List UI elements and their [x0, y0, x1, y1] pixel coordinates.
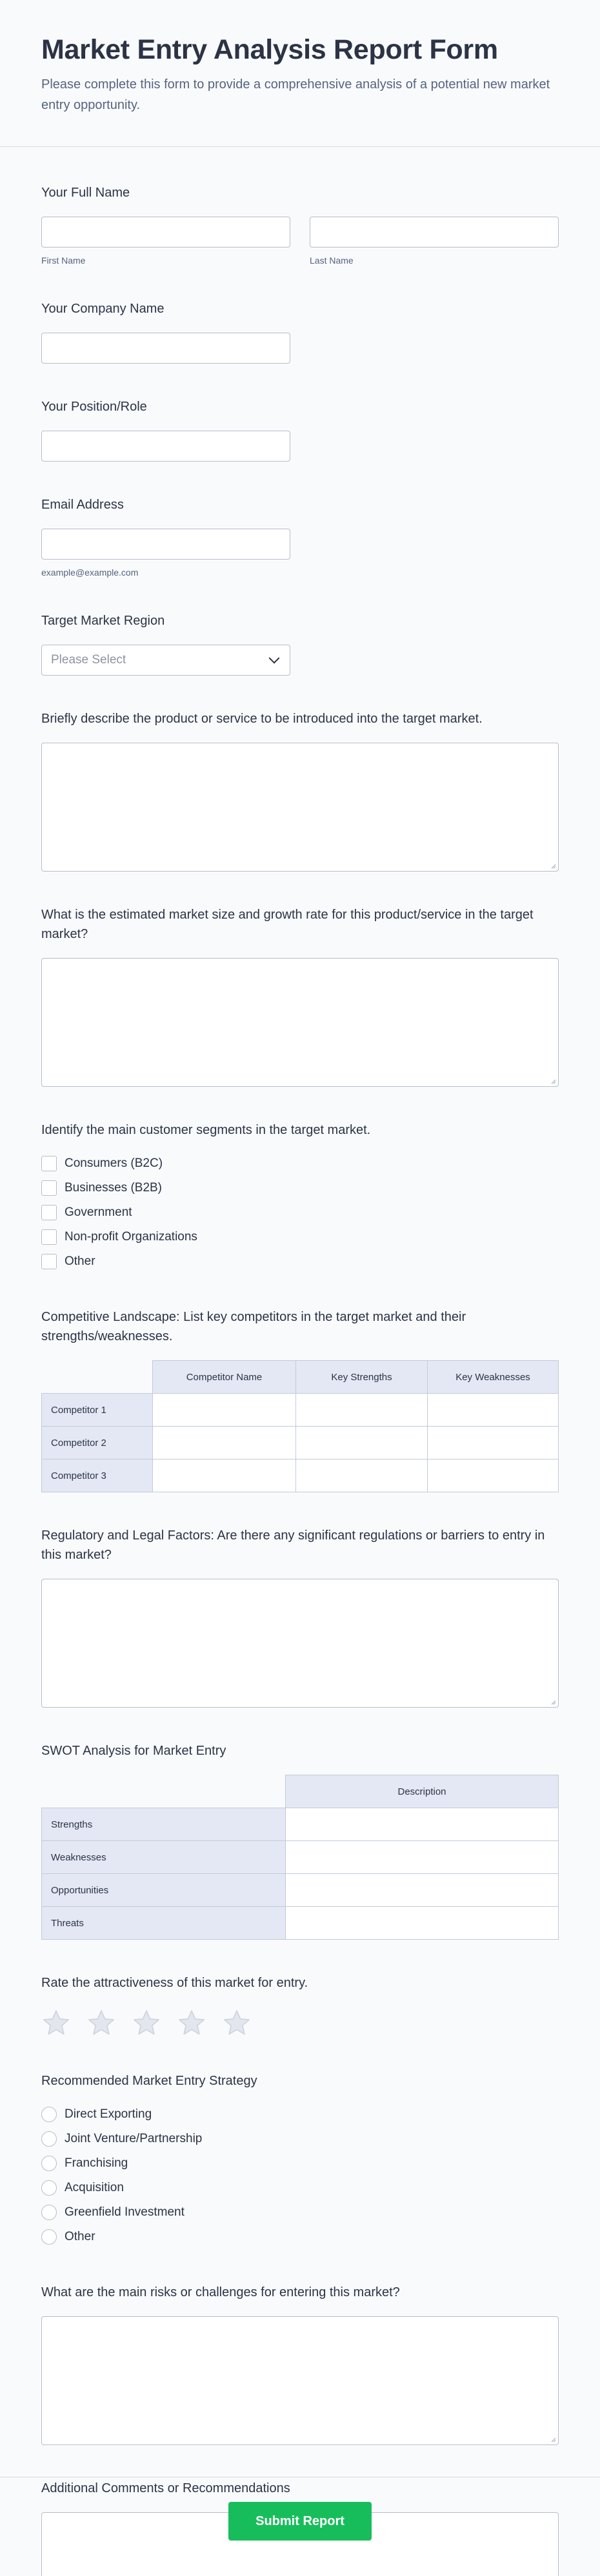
strategy-option[interactable]: [41, 2176, 559, 2200]
risks-question: [41, 2283, 559, 2445]
matrix-row-header: Competitor 2: [42, 1427, 153, 1459]
strategy-question: [41, 2071, 559, 2249]
matrix-cell-input[interactable]: [428, 1459, 559, 1492]
resize-grip-icon[interactable]: [550, 863, 556, 869]
resize-grip-icon[interactable]: [550, 1078, 556, 1084]
region-question: [41, 611, 559, 676]
form-footer: [0, 2477, 600, 2576]
star-icon[interactable]: [177, 2008, 206, 2038]
swot-question: [41, 1741, 559, 1940]
rating-label: Rate the attractiveness of this market for entry.: [41, 1976, 308, 1991]
matrix-row-header: Competitor 3: [42, 1459, 153, 1492]
checkbox[interactable]: [41, 1180, 57, 1196]
checkbox[interactable]: [41, 1254, 57, 1269]
market-size-label: What is the estimated market size and growth rate for this product/service in the target market?: [41, 908, 534, 942]
first-name-input[interactable]: [41, 217, 290, 248]
strategy-label: Recommended Market Entry Strategy: [41, 2074, 257, 2089]
matrix-cell-input[interactable]: [286, 1907, 559, 1940]
matrix-cell-input[interactable]: [153, 1459, 296, 1492]
strategy-option[interactable]: [41, 2151, 559, 2176]
star-icon[interactable]: [132, 2008, 161, 2038]
email-sublabel: example@example.com: [41, 567, 139, 578]
radio-button[interactable]: [41, 2156, 57, 2171]
risks-label: What are the main risks or challenges for entering this market?: [41, 2285, 400, 2300]
resize-grip-icon[interactable]: [550, 1699, 556, 1705]
regulatory-question: [41, 1526, 559, 1708]
strategy-option[interactable]: [41, 2127, 559, 2151]
email-question: [41, 495, 559, 578]
region-label: Target Market Region: [41, 614, 165, 629]
company-label: Your Company Name: [41, 302, 165, 317]
segment-option[interactable]: [41, 1249, 559, 1274]
matrix-column-header: Key Weaknesses: [428, 1361, 559, 1394]
table-row: [42, 1874, 559, 1907]
table-row: [42, 1907, 559, 1940]
radio-button[interactable]: [41, 2131, 57, 2147]
matrix-cell-input[interactable]: [153, 1427, 296, 1459]
matrix-cell-input[interactable]: [428, 1427, 559, 1459]
market-size-textarea[interactable]: [41, 958, 559, 1087]
company-question: [41, 299, 559, 364]
form-header: [0, 0, 600, 147]
resize-grip-icon[interactable]: [550, 2436, 556, 2443]
strategy-option-label: Direct Exporting: [65, 2107, 152, 2122]
region-select-placeholder: Please Select: [51, 653, 126, 667]
table-row: [42, 1394, 559, 1427]
matrix-cell-input[interactable]: [286, 1808, 559, 1841]
matrix-column-header: Competitor Name: [153, 1361, 296, 1394]
star-icon[interactable]: [41, 2008, 71, 2038]
form-description: Please complete this form to provide a comprehensive analysis of a potential new market entry opportunity.: [41, 77, 550, 113]
product-label: Briefly describe the product or service to be introduced into the target market.: [41, 712, 483, 727]
table-row: [42, 1427, 559, 1459]
matrix-row-header: Competitor 1: [42, 1394, 153, 1427]
table-row: [42, 1808, 559, 1841]
matrix-cell-input[interactable]: [153, 1394, 296, 1427]
radio-button[interactable]: [41, 2107, 57, 2122]
position-question: [41, 397, 559, 462]
table-row: [42, 1841, 559, 1874]
first-name-sublabel: First Name: [41, 255, 86, 266]
full-name-question: [41, 183, 559, 266]
strategy-option-label: Franchising: [65, 2156, 128, 2171]
segment-option[interactable]: [41, 1200, 559, 1225]
strategy-options: [41, 2102, 559, 2249]
competitive-question: [41, 1307, 559, 1492]
segment-option-label: Non-profit Organizations: [65, 1230, 197, 1244]
matrix-column-header: Description: [286, 1775, 559, 1808]
segments-question: [41, 1120, 559, 1274]
strategy-option-label: Greenfield Investment: [65, 2205, 185, 2220]
page-title: Market Entry Analysis Report Form: [41, 34, 498, 65]
radio-button[interactable]: [41, 2229, 57, 2245]
strategy-option-label: Joint Venture/Partnership: [65, 2132, 203, 2146]
strategy-option-label: Acquisition: [65, 2181, 124, 2195]
matrix-row-header: Opportunities: [42, 1874, 286, 1907]
segment-option-label: Government: [65, 1205, 132, 1220]
matrix-cell-input[interactable]: [296, 1427, 428, 1459]
checkbox[interactable]: [41, 1205, 57, 1220]
matrix-cell-input[interactable]: [296, 1394, 428, 1427]
region-select[interactable]: [41, 645, 290, 676]
product-question: [41, 709, 559, 872]
competitive-label: Competitive Landscape: List key competitors in the target market and their strengths/weaknesses.: [41, 1310, 466, 1344]
regulatory-textarea[interactable]: [41, 1579, 559, 1708]
segment-option-label: Consumers (B2C): [65, 1156, 163, 1171]
regulatory-label: Regulatory and Legal Factors: Are there any significant regulations or barriers to entry in this market?: [41, 1528, 545, 1563]
matrix-row-header: Weaknesses: [42, 1841, 286, 1874]
matrix-cell-input[interactable]: [286, 1874, 559, 1907]
last-name-sublabel: Last Name: [310, 255, 354, 266]
segments-label: Identify the main customer segments in the target market.: [41, 1123, 371, 1138]
matrix-cell-input[interactable]: [286, 1841, 559, 1874]
form-body: [0, 183, 600, 2576]
star-icon[interactable]: [222, 2008, 252, 2038]
strategy-option-label: Other: [65, 2230, 95, 2244]
matrix-column-header: Key Strengths: [296, 1361, 428, 1394]
risks-textarea[interactable]: [41, 2316, 559, 2445]
chevron-down-icon: [269, 653, 280, 664]
last-name-input[interactable]: [310, 217, 559, 248]
star-rating: [41, 2008, 559, 2038]
position-label: Your Position/Role: [41, 400, 147, 415]
segment-option[interactable]: [41, 1176, 559, 1200]
submit-button[interactable]: Submit Report: [228, 2502, 372, 2541]
market-size-question: [41, 905, 559, 1087]
table-row: [42, 1459, 559, 1492]
product-textarea[interactable]: [41, 743, 559, 872]
segment-option-label: Businesses (B2B): [65, 1181, 163, 1195]
swot-label: SWOT Analysis for Market Entry: [41, 1744, 226, 1759]
comments-label: Additional Comments or Recommendations: [41, 2481, 290, 2496]
matrix-row-header: Threats: [42, 1907, 286, 1940]
email-label: Email Address: [41, 498, 124, 512]
segment-option[interactable]: [41, 1151, 559, 1176]
radio-button[interactable]: [41, 2205, 57, 2220]
star-icon[interactable]: [86, 2008, 116, 2038]
radio-button[interactable]: [41, 2180, 57, 2196]
competitive-matrix: [41, 1360, 559, 1492]
strategy-option[interactable]: [41, 2225, 559, 2249]
checkbox[interactable]: [41, 1229, 57, 1245]
email-input[interactable]: [41, 529, 290, 560]
checkbox[interactable]: [41, 1156, 57, 1171]
full-name-label: Your Full Name: [41, 186, 130, 200]
swot-matrix: [41, 1775, 559, 1940]
matrix-row-header: Strengths: [42, 1808, 286, 1841]
rating-question: [41, 1973, 559, 2038]
strategy-option[interactable]: [41, 2102, 559, 2127]
matrix-cell-input[interactable]: [428, 1394, 559, 1427]
matrix-cell-input[interactable]: [296, 1459, 428, 1492]
strategy-option[interactable]: [41, 2200, 559, 2225]
segment-option[interactable]: [41, 1225, 559, 1249]
company-input[interactable]: [41, 333, 290, 364]
segments-options: [41, 1151, 559, 1274]
position-input[interactable]: [41, 431, 290, 462]
segment-option-label: Other: [65, 1254, 95, 1269]
